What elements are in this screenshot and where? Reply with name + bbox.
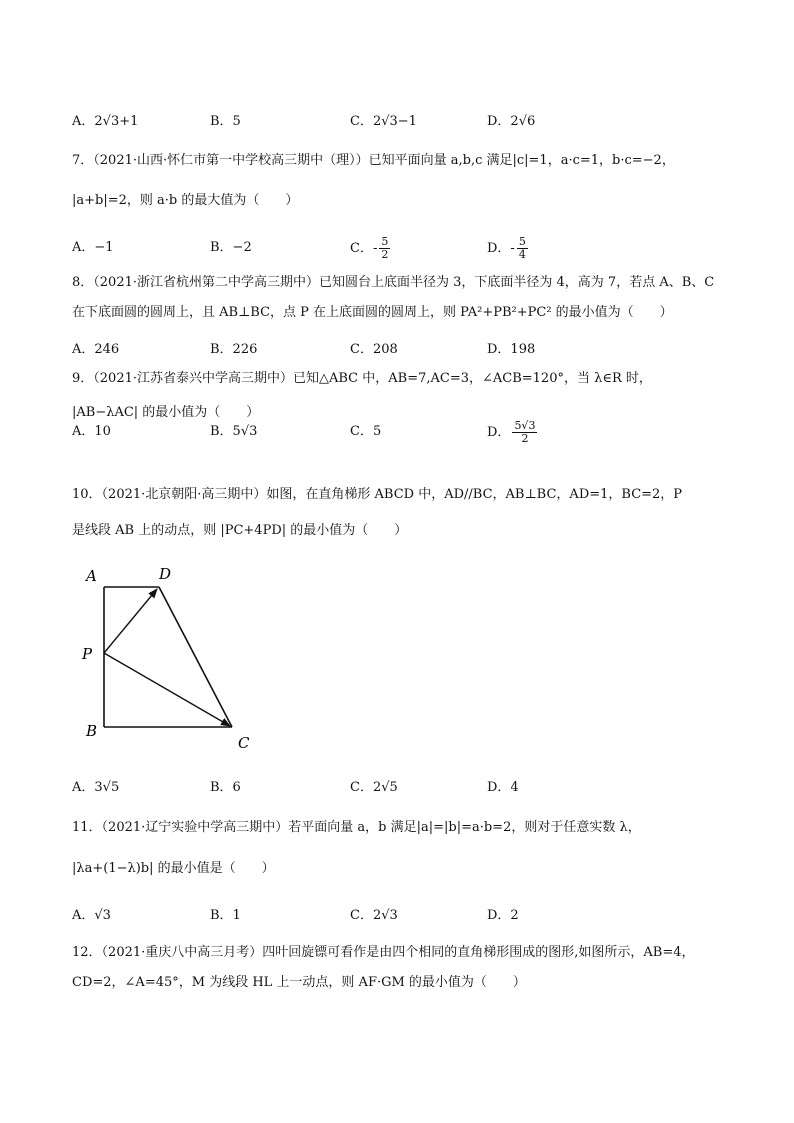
q9-option-a: A．10	[72, 424, 111, 439]
q7-option-d-fraction	[517, 236, 528, 261]
q8-stem-line1: 8．（2021·浙江省杭州第二中学高三期中）已知圆台上底面半径为 3，下底面半径为 4，高为 7，若点 A、B、C	[72, 275, 715, 290]
q11-option-b: B．1	[210, 908, 241, 923]
q6-option-b: B．5	[210, 114, 241, 129]
q10-stem-line2: 是线段 AB 上的动点，则 |PC+4PD| 的最小值为（ ）	[72, 523, 408, 538]
q8-options	[72, 338, 732, 358]
q9-stem-line2: |AB−λAC| 的最小值为（ ）	[72, 405, 260, 420]
q11-option-c: C．2√3	[350, 908, 398, 923]
q11-stem-line1: 11．（2021·辽宁实验中学高三期中）若平面向量 a，b 满足|a|=|b|=a·b=2，则对于任意实数 λ，	[72, 820, 641, 835]
q7-c-numerator: 5	[381, 235, 389, 248]
q9-options	[72, 419, 732, 445]
q10-stem-line1: 10．（2021·北京朝阳·高三期中）如图，在直角梯形 ABCD 中，AD//BC，AB⊥BC，AD=1，BC=2，P	[72, 487, 683, 502]
q7-stem-line2: |a+b|=2，则 a·b 的最大值为（ ）	[72, 193, 299, 208]
label-c: C	[238, 734, 250, 752]
q8-stem-line2: 在下底面圆的圆周上，且 AB⊥BC，点 P 在上底面圆的圆周上，则 PA²+PB²+PC² 的最小值为（ ）	[72, 305, 673, 320]
q11-option-d: D．2	[487, 908, 519, 923]
q7-d-denominator: 4	[518, 248, 526, 261]
q7-d-numerator: 5	[518, 235, 526, 248]
q7-option-c-fraction	[379, 236, 390, 261]
q9-option-d	[487, 420, 539, 445]
q9-d-denominator: 2	[521, 432, 529, 445]
q7-option-c	[350, 236, 392, 261]
q10-options	[72, 776, 732, 796]
q9-option-d-fraction	[512, 420, 537, 445]
q8-option-a: A．246	[72, 342, 120, 357]
q6-option-a: A．2√3+1	[72, 114, 139, 129]
q11-options	[72, 904, 732, 924]
q9-option-b: B．5√3	[210, 424, 258, 439]
q7-stem-line1: 7．（2021·山西·怀仁市第一中学校高三期中（理））已知平面向量 a,b,c 满足|c|=1，a·c=1，b·c=−2，	[72, 153, 675, 168]
q11-option-a: A．√3	[72, 908, 111, 923]
label-a: A	[86, 567, 97, 585]
q7-options	[72, 235, 732, 261]
q10-option-b: B．6	[210, 780, 241, 795]
vector-pd	[104, 589, 157, 653]
q10-option-a: A．3√5	[72, 780, 120, 795]
q8-option-b: B．226	[210, 342, 258, 357]
q6-option-c: C．2√3−1	[350, 114, 417, 129]
q7-option-c-label: C．-	[350, 241, 378, 256]
q7-option-d-label: D．-	[487, 241, 515, 256]
q6-option-d: D．2√6	[487, 114, 536, 129]
q7-option-d	[487, 236, 530, 261]
q10-option-c: C．2√5	[350, 780, 398, 795]
q9-option-d-label: D．	[487, 425, 511, 440]
q10-trapezoid-figure	[72, 560, 272, 756]
q6-options	[72, 110, 732, 130]
q12-stem-line2: CD=2，∠A=45°，M 为线段 HL 上一动点，则 AF·GM 的最小值为（ ）	[72, 975, 526, 990]
q10-option-d: D．4	[487, 780, 519, 795]
label-b: B	[86, 722, 98, 740]
q12-stem-line1: 12．（2021·重庆八中高三月考）四叶回旋镖可看作是由四个相同的直角梯形围成的图形,如图所示，AB=4，	[72, 945, 695, 960]
q7-option-a: A．−1	[72, 240, 114, 255]
label-p: P	[82, 645, 93, 663]
q9-stem-line1: 9．（2021·江苏省泰兴中学高三期中）已知△ABC 中，AB=7,AC=3，∠ACB=120°，当 λ∈R 时，	[72, 371, 652, 386]
q11-stem-line2: |λa+(1−λ)b| 的最小值是（ ）	[72, 861, 275, 876]
vector-pc	[104, 653, 230, 726]
q7-option-b: B．−2	[210, 240, 252, 255]
q7-c-denominator: 2	[381, 248, 389, 261]
label-d: D	[159, 565, 172, 583]
q9-option-c: C．5	[350, 424, 382, 439]
q9-d-numerator: 5√3	[514, 419, 536, 432]
q8-option-c: C．208	[350, 342, 398, 357]
q8-option-d: D．198	[487, 342, 536, 357]
